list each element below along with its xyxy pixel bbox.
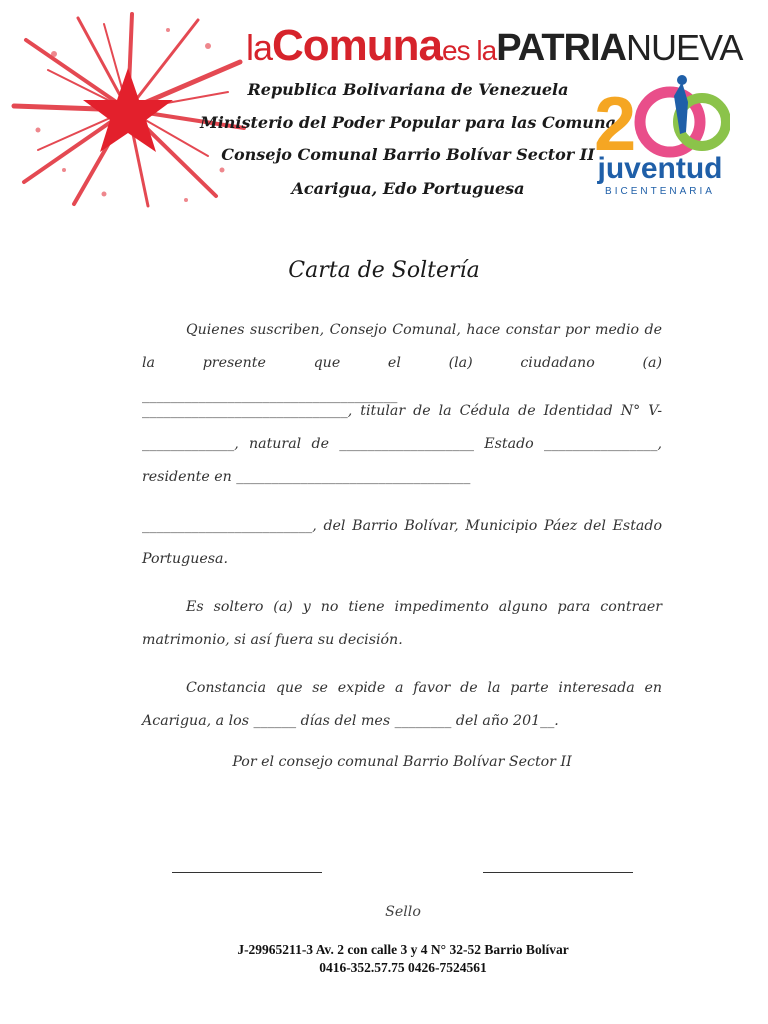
juventud-bicentenaria-logo xyxy=(590,72,730,200)
header-line-republic: Republica Bolivariana de Venezuela xyxy=(247,80,569,99)
juventud-text: juventud xyxy=(597,152,723,185)
banner-slogan xyxy=(246,18,746,74)
paragraph-address: ________________________, del Barrio Bolívar, Municipio Páez del Estado Portuguesa. xyxy=(142,518,662,567)
banner-la: la xyxy=(246,27,273,68)
paragraph-signatory: Por el consejo comunal Barrio Bolívar Sector II xyxy=(232,754,572,770)
banner-comuna: Comuna xyxy=(272,21,443,70)
paragraph-identity: _____________________________, titular de la Cédula de Identidad N° V- _____________, natural de ___________________ Estado ________________, residente en _________________________________ xyxy=(142,403,662,485)
header-line-ministry: Ministerio del Poder Popular para las Comunas xyxy=(200,113,625,132)
banner-es-la: es la xyxy=(442,35,497,66)
banner-patria: PATRIA xyxy=(496,27,626,69)
paragraph-issuance: Constancia que se expide a favor de la parte interesada en Acarigua, a los ______ días del mes ________ del año 201__. xyxy=(142,680,662,729)
signature-line-left xyxy=(172,872,322,873)
banner-nueva: NUEVA xyxy=(626,27,743,68)
document-title: Carta de Soltería xyxy=(288,258,480,283)
header-line-location: Acarigua, Edo Portuguesa xyxy=(291,179,525,198)
paragraph-declaration: Es soltero (a) y no tiene impedimento alguno para contraer matrimonio, si así fuera su decisión. xyxy=(142,599,662,648)
header-line-council: Consejo Comunal Barrio Bolívar Sector II xyxy=(221,145,595,164)
svg-text:2: 2 xyxy=(594,82,637,167)
paragraph-intro: Quienes suscriben, Consejo Comunal, hace constar por medio de la presente que el (la) ciudadano (a) ____________________________________ xyxy=(142,322,662,404)
stamp-label: Sello xyxy=(385,904,421,920)
footer-address: J-29965211-3 Av. 2 con calle 3 y 4 N° 32-52 Barrio Bolívar xyxy=(237,942,569,957)
signature-line-right xyxy=(483,872,633,873)
bicentenaria-text: BICENTENARIA xyxy=(605,186,715,197)
footer-phones: 0416-352.57.75 0426-7524561 xyxy=(319,960,487,975)
